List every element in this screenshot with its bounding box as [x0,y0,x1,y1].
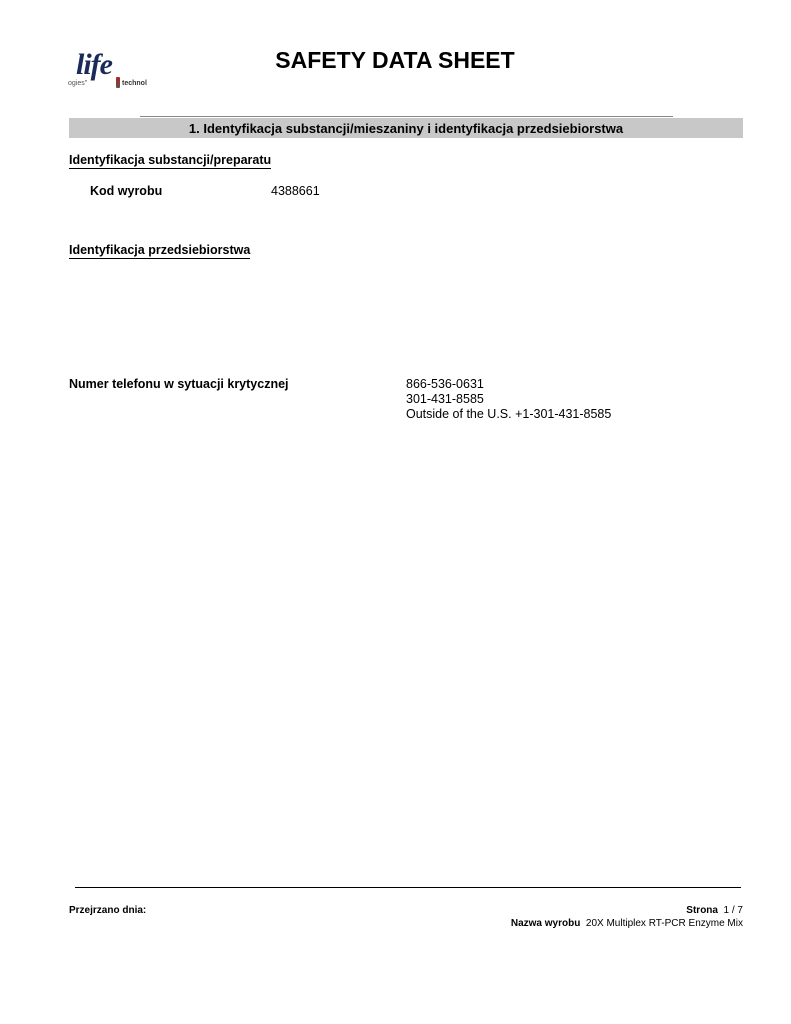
emergency-phone-label: Numer telefonu w sytuacji krytycznej [69,377,289,391]
product-code-label: Kod wyrobu [90,184,163,198]
logo-tail-left: ogies" [68,80,88,87]
substance-id-subheading: Identyfikacja substancji/preparatu [69,153,272,167]
product-name-value: 20X Multiplex RT-PCR Enzyme Mix [585,918,743,929]
page-indicator [686,905,743,916]
emergency-phone-list [406,377,611,422]
page-label: Strona [686,905,718,916]
emergency-phone-1: 866-536-0631 [406,377,484,391]
page-number: 1 / 7 [723,905,743,916]
footer-divider [75,887,741,888]
emergency-phone-3: Outside of the U.S. +1-301-431-8585 [406,407,612,421]
section-1-heading [69,118,743,138]
page-title: SAFETY DATA SHEET [275,47,515,73]
header-divider [140,116,673,117]
reviewed-label: Przejrzano dnia: [69,905,147,916]
product-name [511,918,743,929]
logo-tail-right: technol [122,80,147,87]
logo-wordmark: life [76,48,112,81]
product-code-value: 4388661 [271,184,320,198]
emergency-phone-2: 301-431-8585 [406,392,484,406]
reviewed-date [69,905,146,916]
section-1-heading-text: 1. Identyfikacja substancji/mieszaniny i identyfikacja przedsiebiorstwa [188,120,624,136]
product-name-label: Nazwa wyrobu [510,918,581,929]
logo-mark-icon [116,77,120,88]
company-logo [68,48,168,96]
company-id-subheading: Identyfikacja przedsiebiorstwa [69,243,251,257]
